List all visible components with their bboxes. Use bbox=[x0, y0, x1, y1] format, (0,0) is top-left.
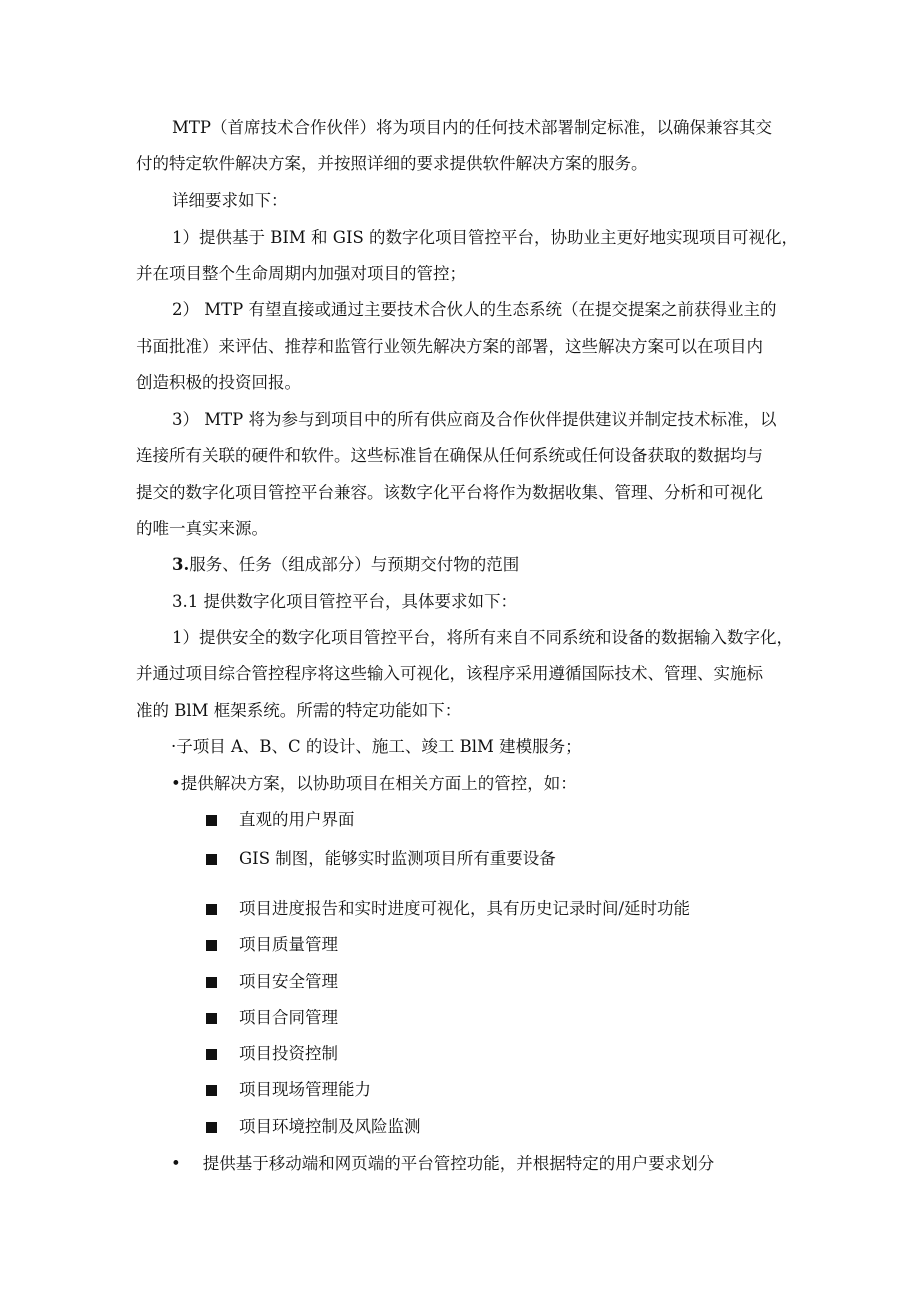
paragraph-line: 2） MTP 有望直接或通过主要技术合伙人的生态系统（在提交提案之前获得业主的 bbox=[172, 300, 777, 319]
feature-item: 直观的用户界面 bbox=[206, 808, 355, 832]
feature-item: 项目环境控制及风险监测 bbox=[206, 1115, 421, 1139]
paragraph-line: MTP（首席技术合作伙伴）将为项目内的任何技术部署制定标准，以确保兼容其交 bbox=[172, 118, 773, 137]
feature-item: 项目投资控制 bbox=[206, 1042, 338, 1066]
paragraph-line: 准的 BlM 框架系统。所需的特定功能如下： bbox=[136, 701, 462, 720]
square-bullet-icon bbox=[206, 1049, 217, 1060]
paragraph-line: 提交的数字化项目管控平台兼容。该数字化平台将作为数据收集、管理、分析和可视化 bbox=[136, 483, 763, 502]
section-title: 服务、任务（组成部分）与预期交付物的范围 bbox=[189, 555, 520, 574]
section-number: 3. bbox=[172, 555, 190, 574]
bullet-mark: • bbox=[171, 1154, 181, 1173]
bullet-line: ·子项目 A、B、C 的设计、施工、竣工 BlM 建模服务； bbox=[171, 737, 582, 756]
square-bullet-icon bbox=[206, 854, 217, 865]
paragraph-line: 连接所有关联的硬件和软件。这些标准旨在确保从任何系统或任何设备获取的数据均与 bbox=[136, 446, 763, 465]
feature-item: 项目现场管理能力 bbox=[206, 1078, 371, 1102]
paragraph-line: 并通过项目综合管控程序将这些输入可视化，该程序采用遵循国际技术、管理、实施标 bbox=[136, 664, 763, 683]
square-bullet-icon bbox=[206, 977, 217, 988]
feature-item: 项目进度报告和实时进度可视化，具有历史记录时间/延时功能 bbox=[206, 897, 690, 921]
paragraph-line: 1）提供安全的数字化项目管控平台，将所有来自不同系统和设备的数据输入数字化， bbox=[172, 628, 793, 647]
paragraph-line: 的唯一真实来源。 bbox=[136, 519, 268, 538]
paragraph-line: 详细要求如下： bbox=[172, 191, 288, 210]
feature-item: 项目质量管理 bbox=[206, 933, 338, 957]
paragraph-line: 付的特定软件解决方案，并按照详细的要求提供软件解决方案的服务。 bbox=[136, 154, 648, 173]
bullet-line bbox=[0, 1152, 920, 1176]
square-bullet-icon bbox=[206, 1122, 217, 1133]
square-bullet-icon bbox=[206, 815, 217, 826]
bullet-line: •提供解决方案，以协助项目在相关方面上的管控，如： bbox=[171, 774, 577, 793]
square-bullet-icon bbox=[206, 904, 217, 915]
square-bullet-icon bbox=[206, 1085, 217, 1096]
subsection-heading: 3.1 提供数字化项目管控平台，具体要求如下： bbox=[172, 592, 517, 611]
paragraph-line: 创造积极的投资回报。 bbox=[136, 373, 301, 392]
section-heading bbox=[0, 553, 920, 577]
paragraph-line: 3） MTP 将为参与到项目中的所有供应商及合作伙伴提供建议并制定技术标准，以 bbox=[172, 410, 777, 429]
paragraph-line: 并在项目整个生命周期内加强对项目的管控； bbox=[136, 264, 466, 283]
feature-item: 项目安全管理 bbox=[206, 970, 338, 994]
square-bullet-icon bbox=[206, 1013, 217, 1024]
paragraph-line: 书面批准）来评估、推荐和监管行业领先解决方案的部署，这些解决方案可以在项目内 bbox=[136, 337, 763, 356]
paragraph-line: 1）提供基于 BIM 和 GIS 的数字化项目管控平台，协助业主更好地实现项目可视化， bbox=[172, 228, 799, 247]
bullet-text: 提供基于移动端和网页端的平台管控功能，并根据特定的用户要求划分 bbox=[202, 1154, 715, 1173]
feature-item: 项目合同管理 bbox=[206, 1006, 338, 1030]
feature-item: GIS 制图，能够实时监测项目所有重要设备 bbox=[206, 847, 556, 871]
square-bullet-icon bbox=[206, 940, 217, 951]
